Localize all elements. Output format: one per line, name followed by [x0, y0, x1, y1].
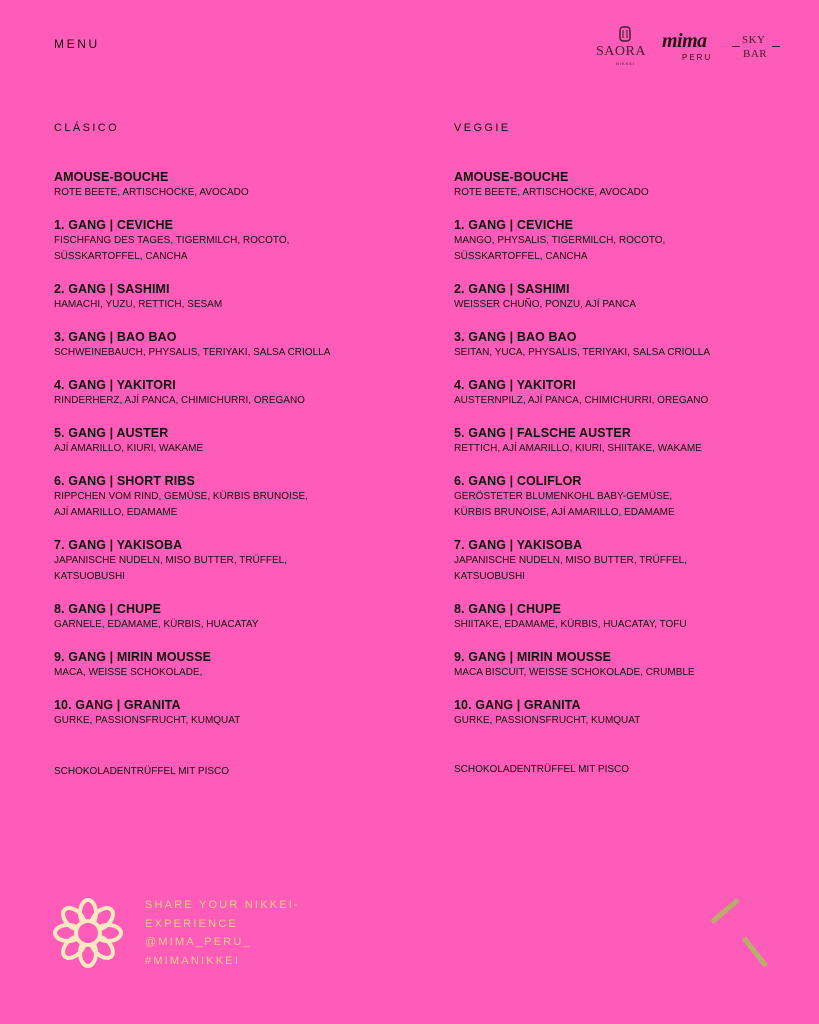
mima-logo — [662, 30, 724, 66]
clasico-course-item — [54, 330, 394, 361]
course-description: AJÍ AMARILLO, KIURI, WAKAME — [54, 443, 204, 454]
course-description: RIPPCHEN VOM RIND, GEMÜSE, KÜRBIS BRUNOISE, AJÍ AMARILLO, EDAMAME — [54, 491, 308, 518]
page-title: MENU — [54, 37, 100, 51]
veggie-course-item — [454, 218, 794, 265]
course-title: 2. GANG | SASHIMI — [454, 282, 570, 296]
veggie-course-item — [454, 170, 794, 201]
course-title: 5. GANG | FALSCHE AUSTER — [454, 426, 631, 440]
course-title: 6. GANG | SHORT RIBS — [54, 474, 195, 488]
course-description: GARNELE, EDAMAME, KÜRBIS, HUACATAY — [54, 619, 259, 630]
course-description: RETTICH, AJÍ AMARILLO, KIURI, SHIITAKE, WAKAME — [454, 443, 702, 454]
veggie-course-item — [454, 698, 794, 729]
skybar-rule-right — [772, 46, 780, 47]
saora-logo — [596, 24, 658, 72]
course-description: ROTE BEETE, ARTISCHOCKE, AVOCADO — [54, 187, 249, 198]
course-title: 10. GANG | GRANITA — [454, 698, 581, 712]
veggie-course-item — [454, 474, 794, 521]
course-title: 3. GANG | BAO BAO — [54, 330, 177, 344]
veggie-heading: VEGGIE — [454, 122, 511, 134]
veggie-course-item — [454, 330, 794, 361]
clasico-course-list — [54, 170, 394, 729]
diagonal-lines-icon — [708, 896, 772, 968]
veggie-course-item — [454, 650, 794, 681]
course-title: 6. GANG | COLIFLOR — [454, 474, 582, 488]
course-description: GERÖSTETER BLUMENKOHL BABY-GEMÜSE, KÜRBIS BRUNOISE, AJÍ AMARILLO, EDAMAME — [454, 491, 675, 518]
skybar-rule-left — [732, 46, 740, 47]
clasico-course-item — [54, 602, 394, 633]
course-description: FISCHFANG DES TAGES, TIGERMILCH, ROCOTO, SÜSSKARTOFFEL, CANCHA — [54, 235, 290, 262]
course-title: AMOUSE-BOUCHE — [454, 170, 569, 184]
mima-logo-text: mima — [662, 30, 707, 52]
course-title: 1. GANG | CEVICHE — [454, 218, 574, 232]
flower-icon — [52, 897, 124, 969]
veggie-course-item — [454, 538, 794, 585]
clasico-course-item — [54, 378, 394, 409]
share-text — [145, 896, 300, 970]
veggie-course-list — [454, 170, 794, 729]
veggie-course-item — [454, 282, 794, 313]
course-description: GURKE, PASSIONSFRUCHT, KUMQUAT — [454, 715, 641, 726]
course-description: AUSTERNPILZ, AJÍ PANCA, CHIMICHURRI, OREGANO — [454, 395, 709, 406]
course-title: 5. GANG | AUSTER — [54, 426, 169, 440]
clasico-course-item — [54, 698, 394, 729]
veggie-column — [454, 122, 794, 746]
course-title: 7. GANG | YAKISOBA — [454, 538, 583, 552]
course-description: SHIITAKE, EDAMAME, KÜRBIS, HUACATAY, TOFU — [454, 619, 687, 630]
course-title: AMOUSE-BOUCHE — [54, 170, 169, 184]
course-title: 1. GANG | CEVICHE — [54, 218, 174, 232]
veggie-course-item — [454, 426, 794, 457]
saora-logo-text: SAORA — [596, 44, 646, 59]
share-line-1: SHARE YOUR NIKKEI- — [145, 899, 300, 911]
clasico-course-item — [54, 474, 394, 521]
course-description: HAMACHI, YUZU, RETTICH, SESAM — [54, 299, 223, 310]
clasico-column — [54, 122, 394, 746]
course-title: 4. GANG | YAKITORI — [454, 378, 576, 392]
skybar-logo — [732, 34, 784, 64]
mima-logo-subtext: PERU — [682, 53, 713, 62]
course-description: MACA, WEISSE SCHOKOLADE, — [54, 667, 203, 678]
course-description: SCHWEINEBAUCH, PHYSALIS, TERIYAKI, SALSA CRIOLLA — [54, 347, 331, 358]
saora-logo-subtext: NIKKEI — [616, 61, 636, 66]
course-title: 8. GANG | CHUPE — [54, 602, 162, 616]
course-description: WEISSER CHUÑO, PONZU, AJÍ PANCA — [454, 299, 637, 310]
course-title: 7. GANG | YAKISOBA — [54, 538, 183, 552]
course-description: MANGO, PHYSALIS, TIGERMILCH, ROCOTO, SÜSSKARTOFFEL, CANCHA — [454, 235, 666, 262]
veggie-closing: SCHOKOLADENTRÜFFEL MIT PISCO — [454, 764, 630, 775]
clasico-course-item — [54, 650, 394, 681]
share-line-2: EXPERIENCE — [145, 917, 238, 930]
course-description: ROTE BEETE, ARTISCHOCKE, AVOCADO — [454, 187, 649, 198]
course-title: 4. GANG | YAKITORI — [54, 378, 176, 392]
clasico-course-item — [54, 170, 394, 201]
course-description: RINDERHERZ, AJÍ PANCA, CHIMICHURRI, OREGANO — [54, 395, 305, 406]
clasico-course-item — [54, 538, 394, 585]
course-description: MACA BISCUIT, WEISSE SCHOKOLADE, CRUMBLE — [454, 667, 695, 678]
course-title: 3. GANG | BAO BAO — [454, 330, 577, 344]
course-description: JAPANISCHE NUDELN, MISO BUTTER, TRÜFFEL, KATSUOBUSHI — [54, 555, 287, 582]
course-description: SEITAN, YUCA, PHYSALIS, TERIYAKI, SALSA CRIOLLA — [454, 347, 711, 358]
course-title: 9. GANG | MIRIN MOUSSE — [454, 650, 612, 664]
brand-logos — [596, 24, 796, 74]
clasico-heading: CLÁSICO — [54, 122, 120, 134]
course-title: 8. GANG | CHUPE — [454, 602, 562, 616]
skybar-logo-line1: SKY — [742, 34, 766, 46]
clasico-course-item — [54, 282, 394, 313]
course-title: 2. GANG | SASHIMI — [54, 282, 170, 296]
saora-mask-icon — [618, 26, 632, 42]
clasico-course-item — [54, 426, 394, 457]
share-line-3[interactable]: @MIMA_PERU_ — [145, 936, 252, 948]
skybar-logo-line2: BAR — [743, 48, 768, 60]
clasico-closing: SCHOKOLADENTRÜFFEL MIT PISCO — [54, 766, 230, 777]
clasico-course-item — [54, 218, 394, 265]
course-title: 10. GANG | GRANITA — [54, 698, 181, 712]
course-title: 9. GANG | MIRIN MOUSSE — [54, 650, 212, 664]
share-line-4[interactable]: #MIMANIKKEI — [145, 954, 241, 967]
course-description: GURKE, PASSIONSFRUCHT, KUMQUAT — [54, 715, 241, 726]
course-description: JAPANISCHE NUDELN, MISO BUTTER, TRÜFFEL, KATSUOBUSHI — [454, 555, 687, 582]
veggie-course-item — [454, 602, 794, 633]
veggie-course-item — [454, 378, 794, 409]
